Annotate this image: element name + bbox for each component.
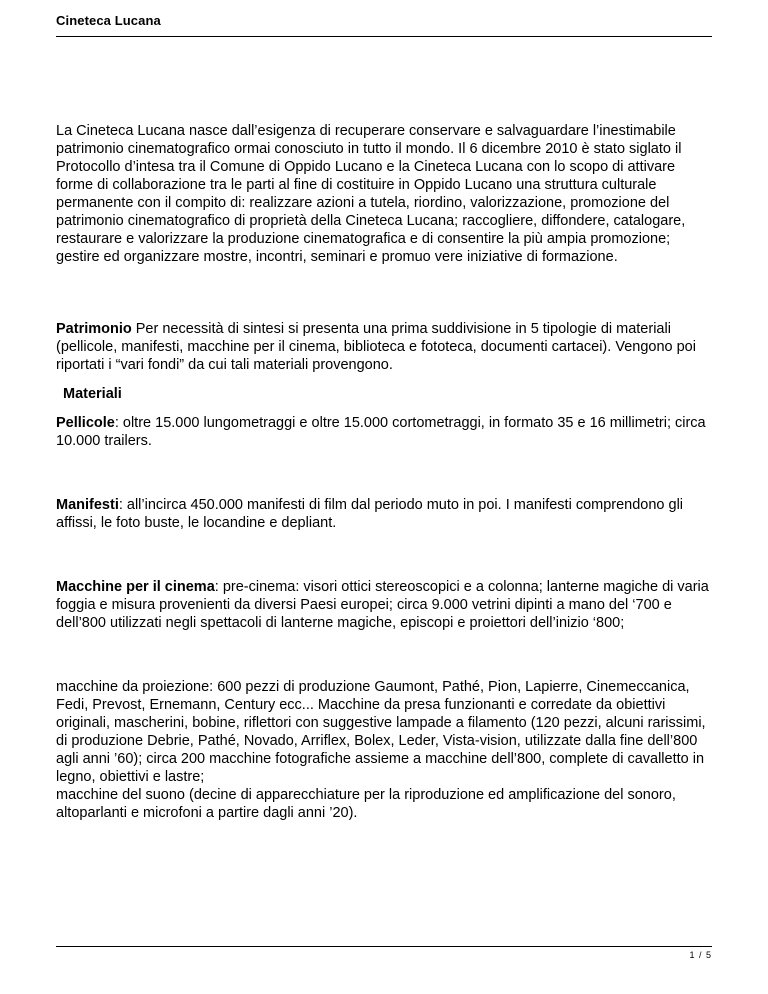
materiali-heading: Materiali bbox=[63, 386, 122, 402]
macchine-paragraph bbox=[56, 578, 716, 632]
page-header bbox=[56, 10, 712, 37]
proiezione-paragraph bbox=[56, 678, 716, 822]
page-footer bbox=[56, 946, 712, 960]
suono-text: macchine del suono (decine di apparecchiature per la riproduzione ed amplificazione del sonoro, altoparlanti e microfoni a partire dagli anni ’20). bbox=[56, 787, 676, 821]
header-title: Cineteca Lucana bbox=[56, 13, 161, 28]
document-body bbox=[56, 122, 716, 822]
patrimonio-text: Per necessità di sintesi si presenta una prima suddivisione in 5 tipologie di materiali (pellicole, manifesti, macchine per il cinema, biblioteca e fototeca, documenti cartacei). Vengono poi riportati i “vari fondi” da cui tali materiali provengono. bbox=[56, 321, 696, 373]
intro-paragraph: La Cineteca Lucana nasce dall’esigenza di recuperare conservare e salvaguardare l’inestimabile patrimonio cinematografico ormai conosciuto in tutto il mondo. Il 6 dicembre 2010 è stato siglato il Protocollo d’intesa tra il Comune di Oppido Lucano e la Cineteca Lucana con lo scopo di attivare forme di collaborazione tra le parti al fine di costituire in Oppido Lucano una struttura culturale permanente con il compito di: realizzare azioni a tutela, riordino, valorizzazione, promozione del patrimonio cinematografico di proprietà della Cineteca Lucana; raccogliere, diffondere, catalogare, restaurare e valorizzare la produzione cinematografica e di consentire la più ampia promozione; gestire ed organizzare mostre, incontri, seminari e promuo vere iniziative di formazione. bbox=[56, 123, 686, 265]
manifesti-label: Manifesti bbox=[56, 497, 119, 513]
proiezione-text: macchine da proiezione: 600 pezzi di produzione Gaumont, Pathé, Pion, Lapierre, Cinemeccanica, Fedi, Prevost, Ernemann, Century ecc... Macchine da presa funzionanti e corredate da obiettivi originali, mascherini, bobine, riflettori con suggestive lampade a filamento (120 pezzi, alcuni rarissimi, di produzione Debrie, Pathé, Novado, Arriflex, Bolex, Leder, Vista-vision, utilizzate dalla fine dell’800 agli anni ’60); circa 200 macchine fotografiche assieme a macchine dell’800, complete di cavalletto in legno, obiettivi e lastre; bbox=[56, 679, 706, 785]
manifesti-text: : all’incirca 450.000 manifesti di film dal periodo muto in poi. I manifesti comprendono gli affissi, le foto buste, le locandine e depliant. bbox=[56, 497, 684, 531]
manifesti-paragraph bbox=[56, 496, 716, 532]
macchine-text: : pre-cinema: visori ottici stereoscopici e a colonna; lanterne magiche di varia foggia e misura provenienti da diversi Paesi europei; circa 9.000 vetrini dipinti a mano del ‘700 e dell’800 utilizzati negli spettacoli di lanterne magiche, episcopi e proiettori dell’inizio ‘800; bbox=[56, 579, 709, 631]
pellicole-label: Pellicole bbox=[56, 415, 115, 431]
page-number: 1 / 5 bbox=[689, 950, 712, 960]
macchine-label: Macchine per il cinema bbox=[56, 579, 215, 595]
patrimonio-label: Patrimonio bbox=[56, 321, 132, 337]
pellicole-text: : oltre 15.000 lungometraggi e oltre 15.000 cortometraggi, in formato 35 e 16 millimetri; circa 10.000 trailers. bbox=[56, 415, 706, 449]
pellicole-paragraph bbox=[56, 414, 716, 450]
patrimonio-paragraph bbox=[56, 320, 716, 374]
